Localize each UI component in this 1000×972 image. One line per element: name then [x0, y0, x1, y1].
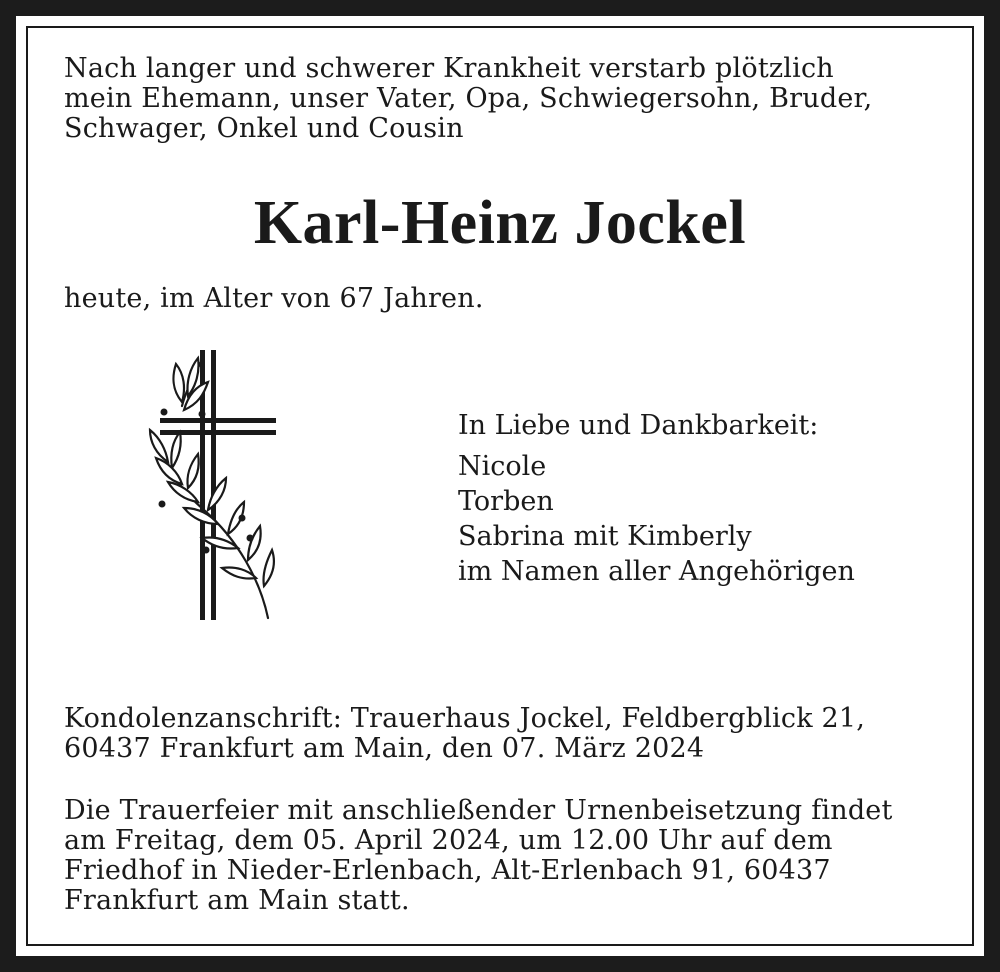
intro-line: mein Ehemann, unser Vater, Opa, Schwiegersohn, Bruder, [64, 83, 873, 114]
address-line: Kondolenzanschrift: Trauerhaus Jockel, Feldbergblick 21, [64, 703, 866, 734]
mourner-name: Torben [458, 486, 554, 517]
intro-line: Schwager, Onkel und Cousin [64, 113, 464, 144]
ceremony-line: am Freitag, dem 05. April 2024, um 12.00 Uhr auf dem [64, 825, 833, 856]
age-line: heute, im Alter von 67 Jahren. [64, 283, 484, 314]
intro-text [64, 54, 936, 144]
condolence-address [64, 704, 944, 764]
ceremony-info [64, 796, 944, 916]
deceased-name: Karl-Heinz Jockel [253, 189, 747, 257]
ceremony-line: Die Trauerfeier mit anschließender Urnenbeisetzung findet [64, 795, 893, 826]
intro-line: Nach langer und schwerer Krankheit verstarb plötzlich [64, 53, 834, 84]
mourner-name: Sabrina mit Kimberly [458, 521, 752, 552]
ceremony-line: Frankfurt am Main statt. [64, 885, 410, 916]
mourner-name: Nicole [458, 451, 547, 482]
thanks-heading: In Liebe und Dankbarkeit: [458, 410, 819, 441]
obituary-notice [16, 16, 984, 956]
ceremony-line: Friedhof in Nieder-Erlenbach, Alt-Erlenbach 91, 60437 [64, 855, 831, 886]
address-line: 60437 Frankfurt am Main, den 07. März 2024 [64, 733, 705, 764]
mourners-block [458, 408, 918, 589]
mourner-name: im Namen aller Angehörigen [458, 556, 855, 587]
cross-with-olive-branch-icon [142, 350, 278, 626]
